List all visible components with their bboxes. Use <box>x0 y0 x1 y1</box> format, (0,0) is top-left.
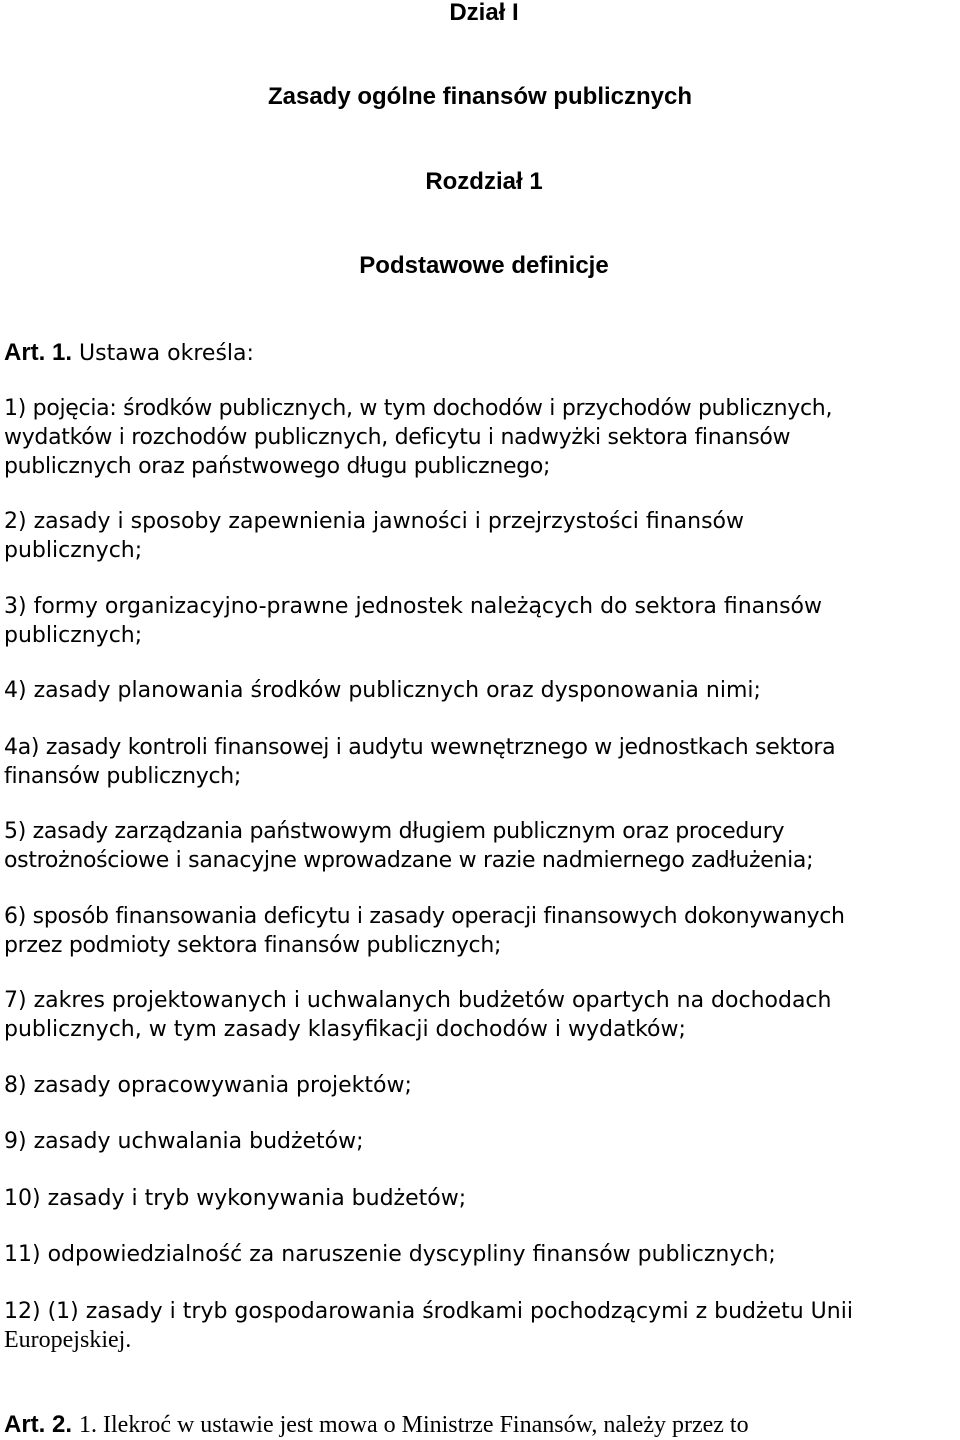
list-item-11 <box>4 1240 960 1269</box>
article-1-intro-text: Ustawa określa: <box>79 341 254 366</box>
list-item-line: 5) zasady zarządzania państwowym długiem publicznym oraz procedury <box>4 819 785 844</box>
list-item-7 <box>4 986 960 1044</box>
list-item-line: 3) formy organizacyjno-prawne jednostek należących do sektora finansów <box>4 594 822 619</box>
list-item-line: 9) zasady uchwalania budżetów; <box>4 1129 364 1154</box>
list-item-line: 12) (1) zasady i tryb gospodarowania środkami pochodzącymi z budżetu Unii <box>4 1299 853 1324</box>
list-item-line: ostrożnościowe i sanacyjne wprowadzane w razie nadmiernego zadłużenia; <box>4 848 814 873</box>
list-item-line: finansów publicznych; <box>4 764 241 789</box>
list-item-line: publicznych, w tym zasady klasyfikacji dochodów i wydatków; <box>4 1017 686 1042</box>
list-item-2 <box>4 507 960 565</box>
list-item-line: publicznych oraz państwowego długu publicznego; <box>4 454 551 479</box>
list-item-line: 1) pojęcia: środków publicznych, w tym dochodów i przychodów publicznych, <box>4 396 833 421</box>
list-item-9 <box>4 1127 960 1156</box>
list-item-line: 4a) zasady kontroli finansowej i audytu wewnętrznego w jednostkach sektora <box>4 735 836 760</box>
list-item-line: 11) odpowiedzialność za naruszenie dyscypliny finansów publicznych; <box>4 1242 776 1267</box>
division-heading: Dział I <box>449 0 519 26</box>
list-item-4a <box>4 733 960 791</box>
list-item-line: 2) zasady i sposoby zapewnienia jawności i przejrzystości finansów <box>4 509 744 534</box>
article-2-start <box>4 1410 960 1440</box>
list-item-12 <box>4 1297 960 1355</box>
list-item-line: publicznych; <box>4 538 143 563</box>
list-item-line: Europejskiej. <box>4 1327 132 1353</box>
list-item-line: wydatków i rozchodów publicznych, deficytu i nadwyżki sektora finansów <box>4 425 791 450</box>
list-item-1 <box>4 394 960 481</box>
list-item-line: 6) sposób finansowania deficytu i zasady operacji finansowych dokonywanych <box>4 904 845 929</box>
article-2-text: 1. Ilekroć w ustawie jest mowa o Ministrze Finansów, należy przez to <box>79 1412 749 1438</box>
article-2-label: Art. 2. <box>4 1411 73 1438</box>
article-1-label: Art. 1. <box>4 339 73 366</box>
article-1-intro <box>4 338 960 368</box>
division-title: Zasady ogólne finansów publicznych <box>267 83 693 110</box>
list-item-line: 10) zasady i tryb wykonywania budżetów; <box>4 1186 467 1211</box>
list-item-5 <box>4 817 960 875</box>
list-item-line: publicznych; <box>4 623 143 648</box>
list-item-line: 4) zasady planowania środków publicznych oraz dysponowania nimi; <box>4 678 761 703</box>
list-item-line: 7) zakres projektowanych i uchwalanych budżetów opartych na dochodach <box>4 988 832 1013</box>
list-item-line: 8) zasady opracowywania projektów; <box>4 1073 412 1098</box>
list-item-line: przez podmioty sektora finansów publicznych; <box>4 933 502 958</box>
list-item-6 <box>4 902 960 960</box>
chapter-title: Podstawowe definicje <box>359 252 609 279</box>
list-item-10 <box>4 1184 960 1213</box>
list-item-3 <box>4 592 960 650</box>
list-item-8 <box>4 1071 960 1100</box>
list-item-4 <box>4 676 960 705</box>
chapter-heading: Rozdział 1 <box>425 168 543 195</box>
